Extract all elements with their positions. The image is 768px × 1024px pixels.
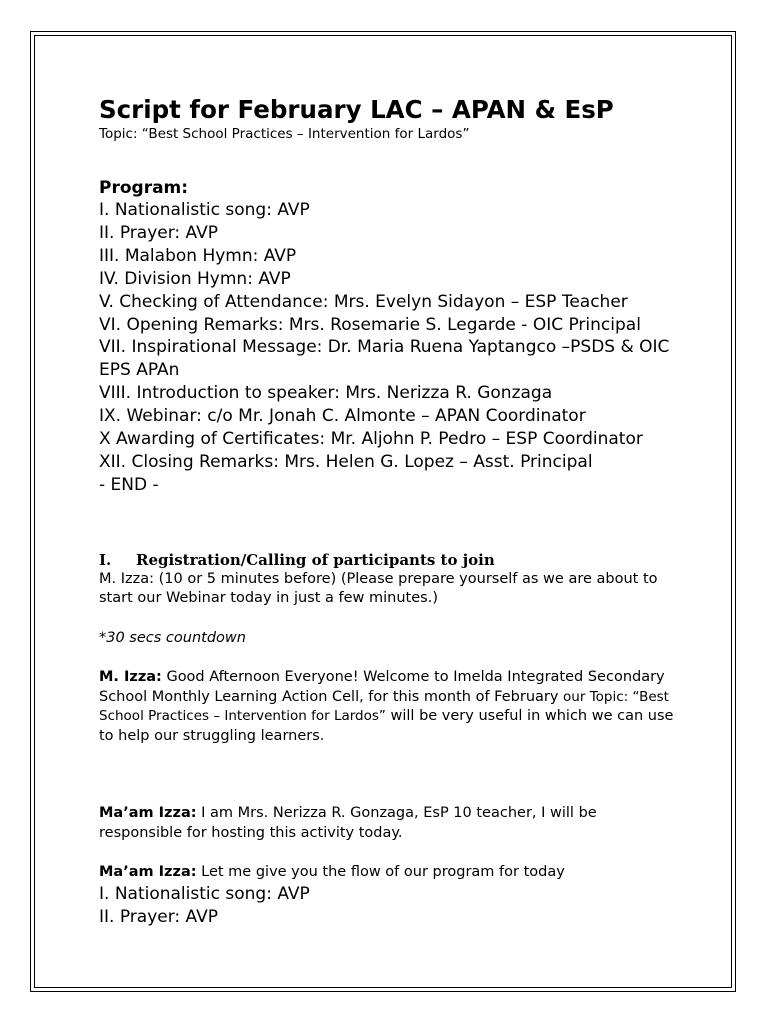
program-item: III. Malabon Hymn: AVP <box>99 245 297 266</box>
registration-intro: M. Izza: (10 or 5 minutes before) (Please prepare yourself as we are about to start our Webinar today in just a few minutes.) <box>99 570 658 607</box>
program-item: VII. Inspirational Message: Dr. Maria Ruena Yaptangco –PSDS & OIC EPS APAn <box>99 337 670 381</box>
program-item: XII. Closing Remarks: Mrs. Helen G. Lopez – Asst. Principal <box>99 451 593 472</box>
flow-item: II. Prayer: AVP <box>99 906 218 927</box>
section-heading <box>99 551 679 570</box>
document-title: Script for February LAC – APAN & EsP <box>99 95 614 124</box>
welcome-paragraph <box>99 668 679 746</box>
program-item: VI. Opening Remarks: Mrs. Rosemarie S. Legarde - OIC Principal <box>99 314 641 335</box>
host-paragraph <box>99 804 679 843</box>
speaker-label: Ma’am Izza: <box>99 805 197 822</box>
program-item: IV. Division Hymn: AVP <box>99 268 291 289</box>
flow-list <box>99 883 679 929</box>
section-title: Registration/Calling of participants to join <box>136 550 495 569</box>
welcome-end: will be very useful in which we can use to help our struggling learners. <box>99 708 674 744</box>
program-end: - END - <box>99 474 159 495</box>
section-number: I. <box>99 550 112 569</box>
flow-item: I. Nationalistic song: AVP <box>99 883 310 904</box>
document-topic: Topic: “Best School Practices – Intervention for Lardos” <box>99 126 470 142</box>
speaker-label: Ma’am Izza: <box>99 864 197 881</box>
program-item: II. Prayer: AVP <box>99 222 218 243</box>
speaker-label: M. Izza: <box>99 669 162 686</box>
welcome-topic: our Topic: “Best School Practices – Intervention for Lardos” <box>99 688 669 725</box>
countdown-note: *30 secs countdown <box>99 629 246 646</box>
program-heading: Program: <box>99 178 189 198</box>
program-item: V. Checking of Attendance: Mrs. Evelyn Sidayon – ESP Teacher <box>99 291 628 312</box>
flow-paragraph <box>99 863 679 883</box>
welcome-text: Good Afternoon Everyone! Welcome to Imelda Integrated Secondary School Monthly Learning Action Cell, for this month of February <box>99 669 665 705</box>
program-item: X Awarding of Certificates: Mr. Aljohn P. Pedro – ESP Coordinator <box>99 429 643 450</box>
flow-text: Let me give you the flow of our program for today <box>201 864 565 881</box>
program-list <box>99 199 679 497</box>
document-content <box>99 94 679 929</box>
program-item: IX. Webinar: c/o Mr. Jonah C. Almonte – APAN Coordinator <box>99 406 586 427</box>
program-item: VIII. Introduction to speaker: Mrs. Nerizza R. Gonzaga <box>99 383 553 404</box>
host-text: I am Mrs. Nerizza R. Gonzaga, EsP 10 teacher, I will be responsible for hosting this activity today. <box>99 805 597 841</box>
program-item: I. Nationalistic song: AVP <box>99 200 310 220</box>
